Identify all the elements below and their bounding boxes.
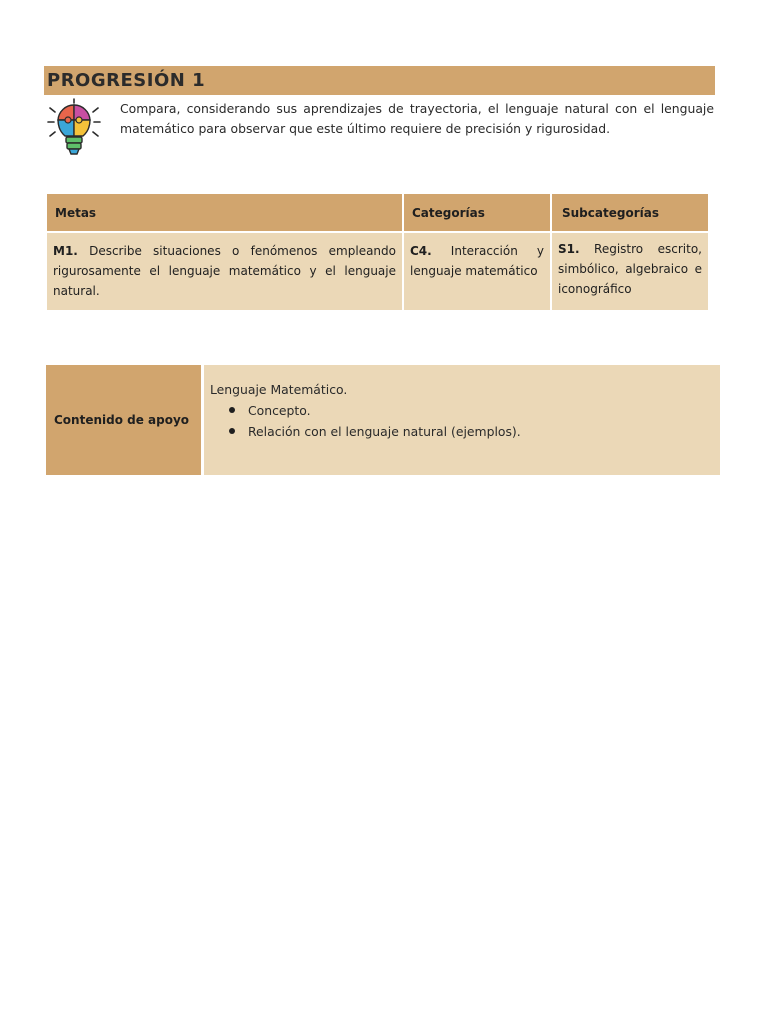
- support-body: [204, 365, 720, 475]
- puzzle-lightbulb-icon: [46, 98, 102, 162]
- header-metas: Metas: [47, 194, 403, 232]
- subcategory-code: S1.: [558, 242, 580, 256]
- subcategory-cell: [551, 232, 708, 310]
- metas-table: [47, 194, 708, 310]
- meta-cell: [47, 232, 403, 310]
- list-item: Concepto.: [248, 400, 712, 421]
- support-heading: Lenguaje Matemático.: [210, 382, 348, 397]
- support-content-box: [46, 365, 720, 475]
- support-list: [210, 400, 712, 442]
- header-categorias: Categorías: [403, 194, 551, 232]
- category-text: Interacción y lenguaje matemático: [410, 244, 544, 278]
- meta-code: M1.: [53, 244, 78, 258]
- table-header-row: [47, 194, 708, 232]
- table-row: [47, 232, 708, 310]
- list-item: Relación con el lenguaje natural (ejemplos).: [248, 421, 712, 442]
- meta-text: Describe situaciones o fenómenos empleando rigurosamente el lenguaje matemático y el lenguaje natural.: [53, 244, 396, 298]
- header-subcategorias: Subcategorías: [551, 194, 708, 232]
- progression-title: PROGRESIÓN 1: [44, 66, 715, 95]
- category-cell: [403, 232, 551, 310]
- category-code: C4.: [410, 244, 432, 258]
- support-label: Contenido de apoyo: [46, 365, 201, 475]
- subcategory-text: Registro escrito, simbólico, algebraico e iconográfico: [558, 242, 702, 296]
- progression-description: Compara, considerando sus aprendizajes de trayectoria, el lenguaje natural con el lenguaje matemático para observar que este último requiere de precisión y rigurosidad.: [120, 101, 714, 136]
